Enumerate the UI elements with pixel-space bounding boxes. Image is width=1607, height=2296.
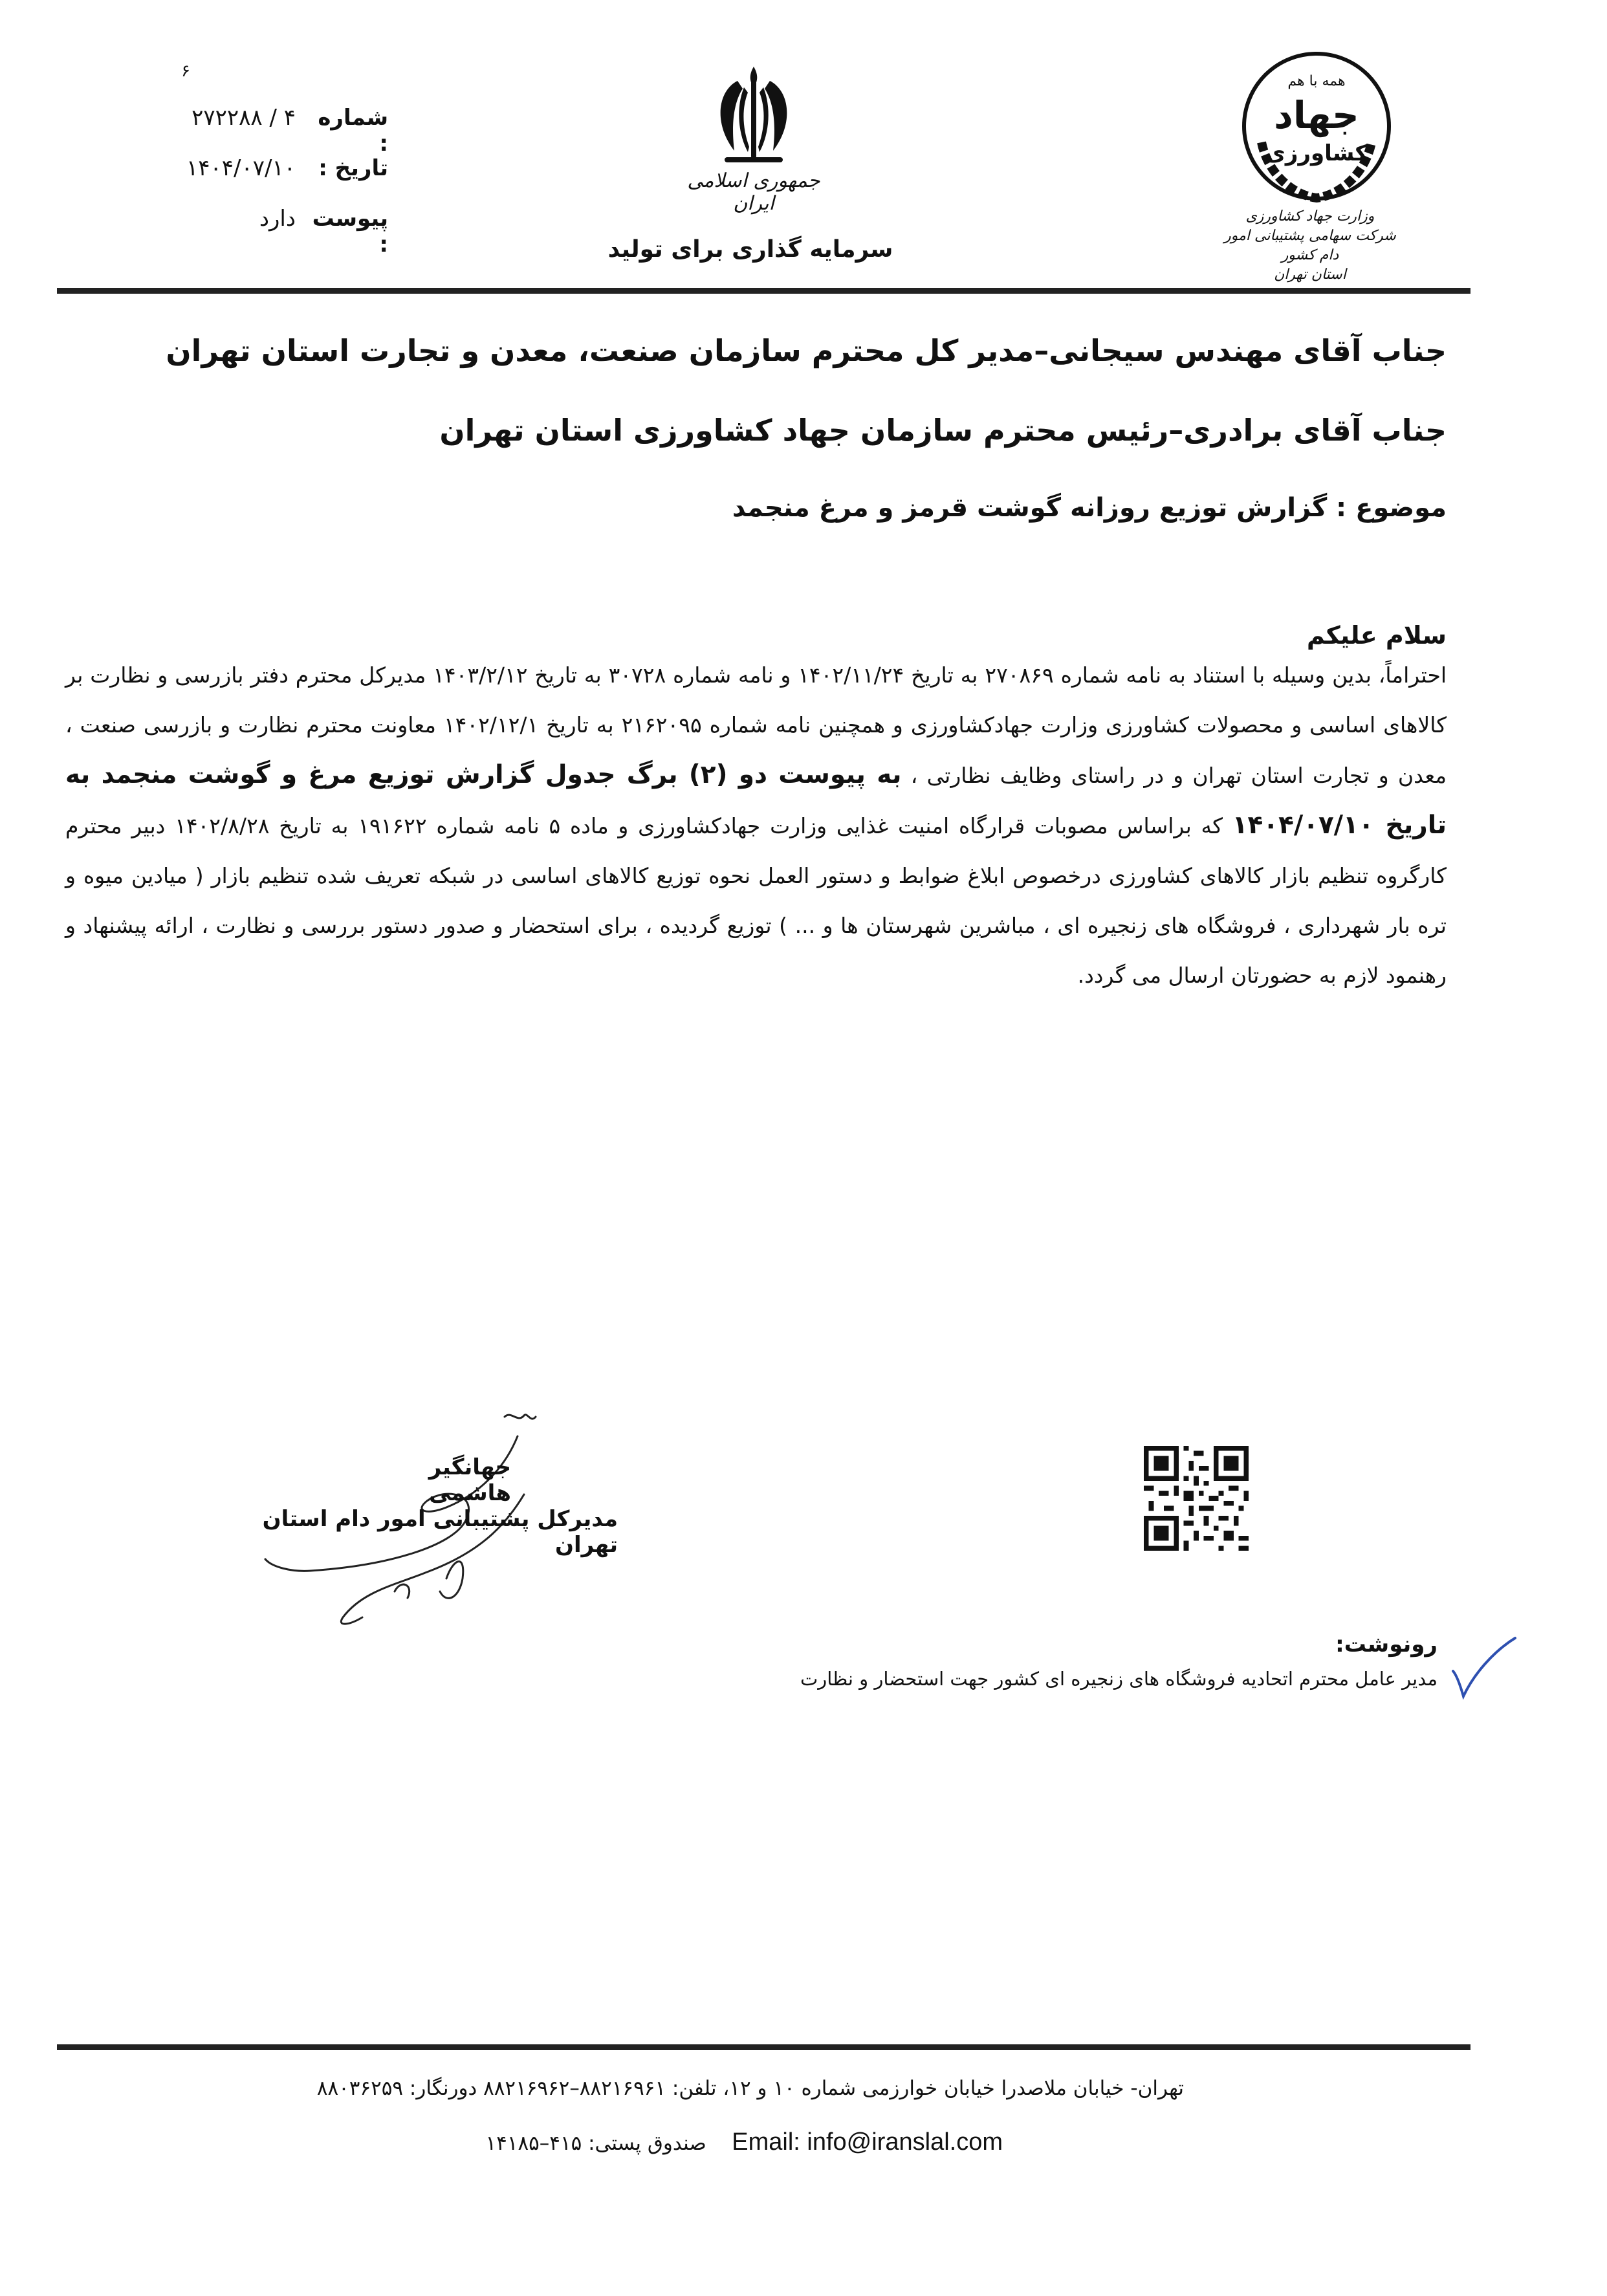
top-mark: ۶ [181,61,190,81]
letter-date [175,155,388,181]
body-emphasis: به پیوست دو (۲) برگ جدول گزارش توزیع مرغ و گوشت منجمد به تاریخ ۱۴۰۴/۰۷/۱۰ [65,760,1447,840]
number-label: شماره : [318,105,388,157]
cc-line: مدیر عامل محترم اتحادیه فروشگاه های زنجیره ای کشور جهت استحضار و نظارت [800,1668,1438,1690]
body-part-1: احتراماً، بدین وسیله با استناد به نامه شماره ۲۷۰۸۶۹ به تاریخ ۱۴۰۲/۱۱/۲۴ و نامه شماره ۳۰۷۲۸ به تاریخ ۱۴۰۳/۲/۱۲ مدیرکل محترم دفتر بازرسی و نظارت بر کالاهای اساسی و محصولات کشاورزی وزارت جهادکشاورزی و همچنین نامه شماره ۲۱۶۲۰۹۵ به تاریخ ۱۴۰۲/۱۲/۱ معاونت محترم نظارت و بازرسی صنعت ، معدن و تجارت استان تهران و در راستای وظایف نظارتی ، [65,662,1447,788]
signer-name: جهانگیر هاشمی [428,1454,511,1506]
logo-main-text: جهاد [1274,93,1359,137]
attachment-label: پیوست : [312,206,388,257]
date-label: تاریخ : [318,155,388,181]
letter-body [65,650,1447,1000]
checkmark-icon [1448,1635,1519,1700]
org-line-3: استان تهران [1274,267,1346,283]
org-line-1: وزارت جهاد کشاورزی [1245,208,1375,224]
greeting: سلام علیکم [1306,621,1447,650]
logo-sub-text: کشاورزی [1265,140,1368,166]
footer-email[interactable]: Email: info@iranslal.com [732,2128,1003,2156]
footer-contact [388,2128,1003,2156]
org-lines [1216,207,1404,285]
jahad-keshavarzi-logo [1236,45,1397,207]
emblem-caption: جمهوری اسلامی ایران [687,169,820,215]
logo-top-text: همه با هم [1287,73,1346,89]
date-value: ۱۴۰۴/۰۷/۱۰ [186,155,296,181]
body-part-2: که براساس مصوبات قرارگاه امنیت غذایی وزارت جهادکشاورزی و ماده ۵ نامه شماره ۱۹۱۶۲۲ به تاریخ ۱۴۰۲/۸/۲۸ دبیر محترم کارگروه تنظیم بازار کالاهای کشاورزی درخصوص ابلاغ ضوابط و دستور العمل نحوه توزیع کالاهای اساسی در شبکه تعریف شده تنظیم بازار ( میادین میوه و تره بار شهرداری ، فروشگاه های زنجیره ای ، مباشرین شهرستان ها و ... ) توزیع گردیده ، برای استحضار و صدور دستور بررسی و نظارت ، ارائه پیشنهاد و رهنمود لازم به حضورتان ارسال می گردد. [65,813,1447,988]
footer-address: تهران- خیابان ملاصدرا خیابان خوارزمی شماره ۱۰ و ۱۲، تلفن: ۸۸۲۱۶۹۶۱–۸۸۲۱۶۹۶۲ دورنگار: ۸۸۰۳۶۲۵۹ [316,2077,1184,2100]
attachment-value: دارد [259,206,296,232]
addressee-1: جناب آقای مهندس سیجانی–مدیر کل محترم سازمان صنعت، معدن و تجارت استان تهران [166,333,1447,368]
addressee-2: جناب آقای برادری–رئیس محترم سازمان جهاد کشاورزی استان تهران [439,413,1447,448]
org-line-2: شرکت سهامی پشتیبانی امور دام کشور [1224,228,1396,263]
footer-rule [57,2044,1470,2050]
letter-number [175,105,388,157]
number-value: ۴ / ۲۷۲۲۸۸ [191,105,296,131]
letter-attachment [175,206,388,257]
cc-label: رونوشت: [1335,1632,1438,1657]
subject: موضوع : گزارش توزیع روزانه گوشت قرمز و مرغ منجمد [732,493,1447,523]
signer-title: مدیرکل پشتیبانی امور دام استان تهران [262,1506,618,1558]
qr-code [1142,1446,1251,1551]
slogan: سرمایه گذاری برای تولید [607,236,893,263]
footer-po-box: صندوق پستی: ۴۱۵–۱۴۱۸۵ [485,2132,706,2155]
iran-emblem-icon [699,61,809,171]
header-rule [57,288,1470,294]
